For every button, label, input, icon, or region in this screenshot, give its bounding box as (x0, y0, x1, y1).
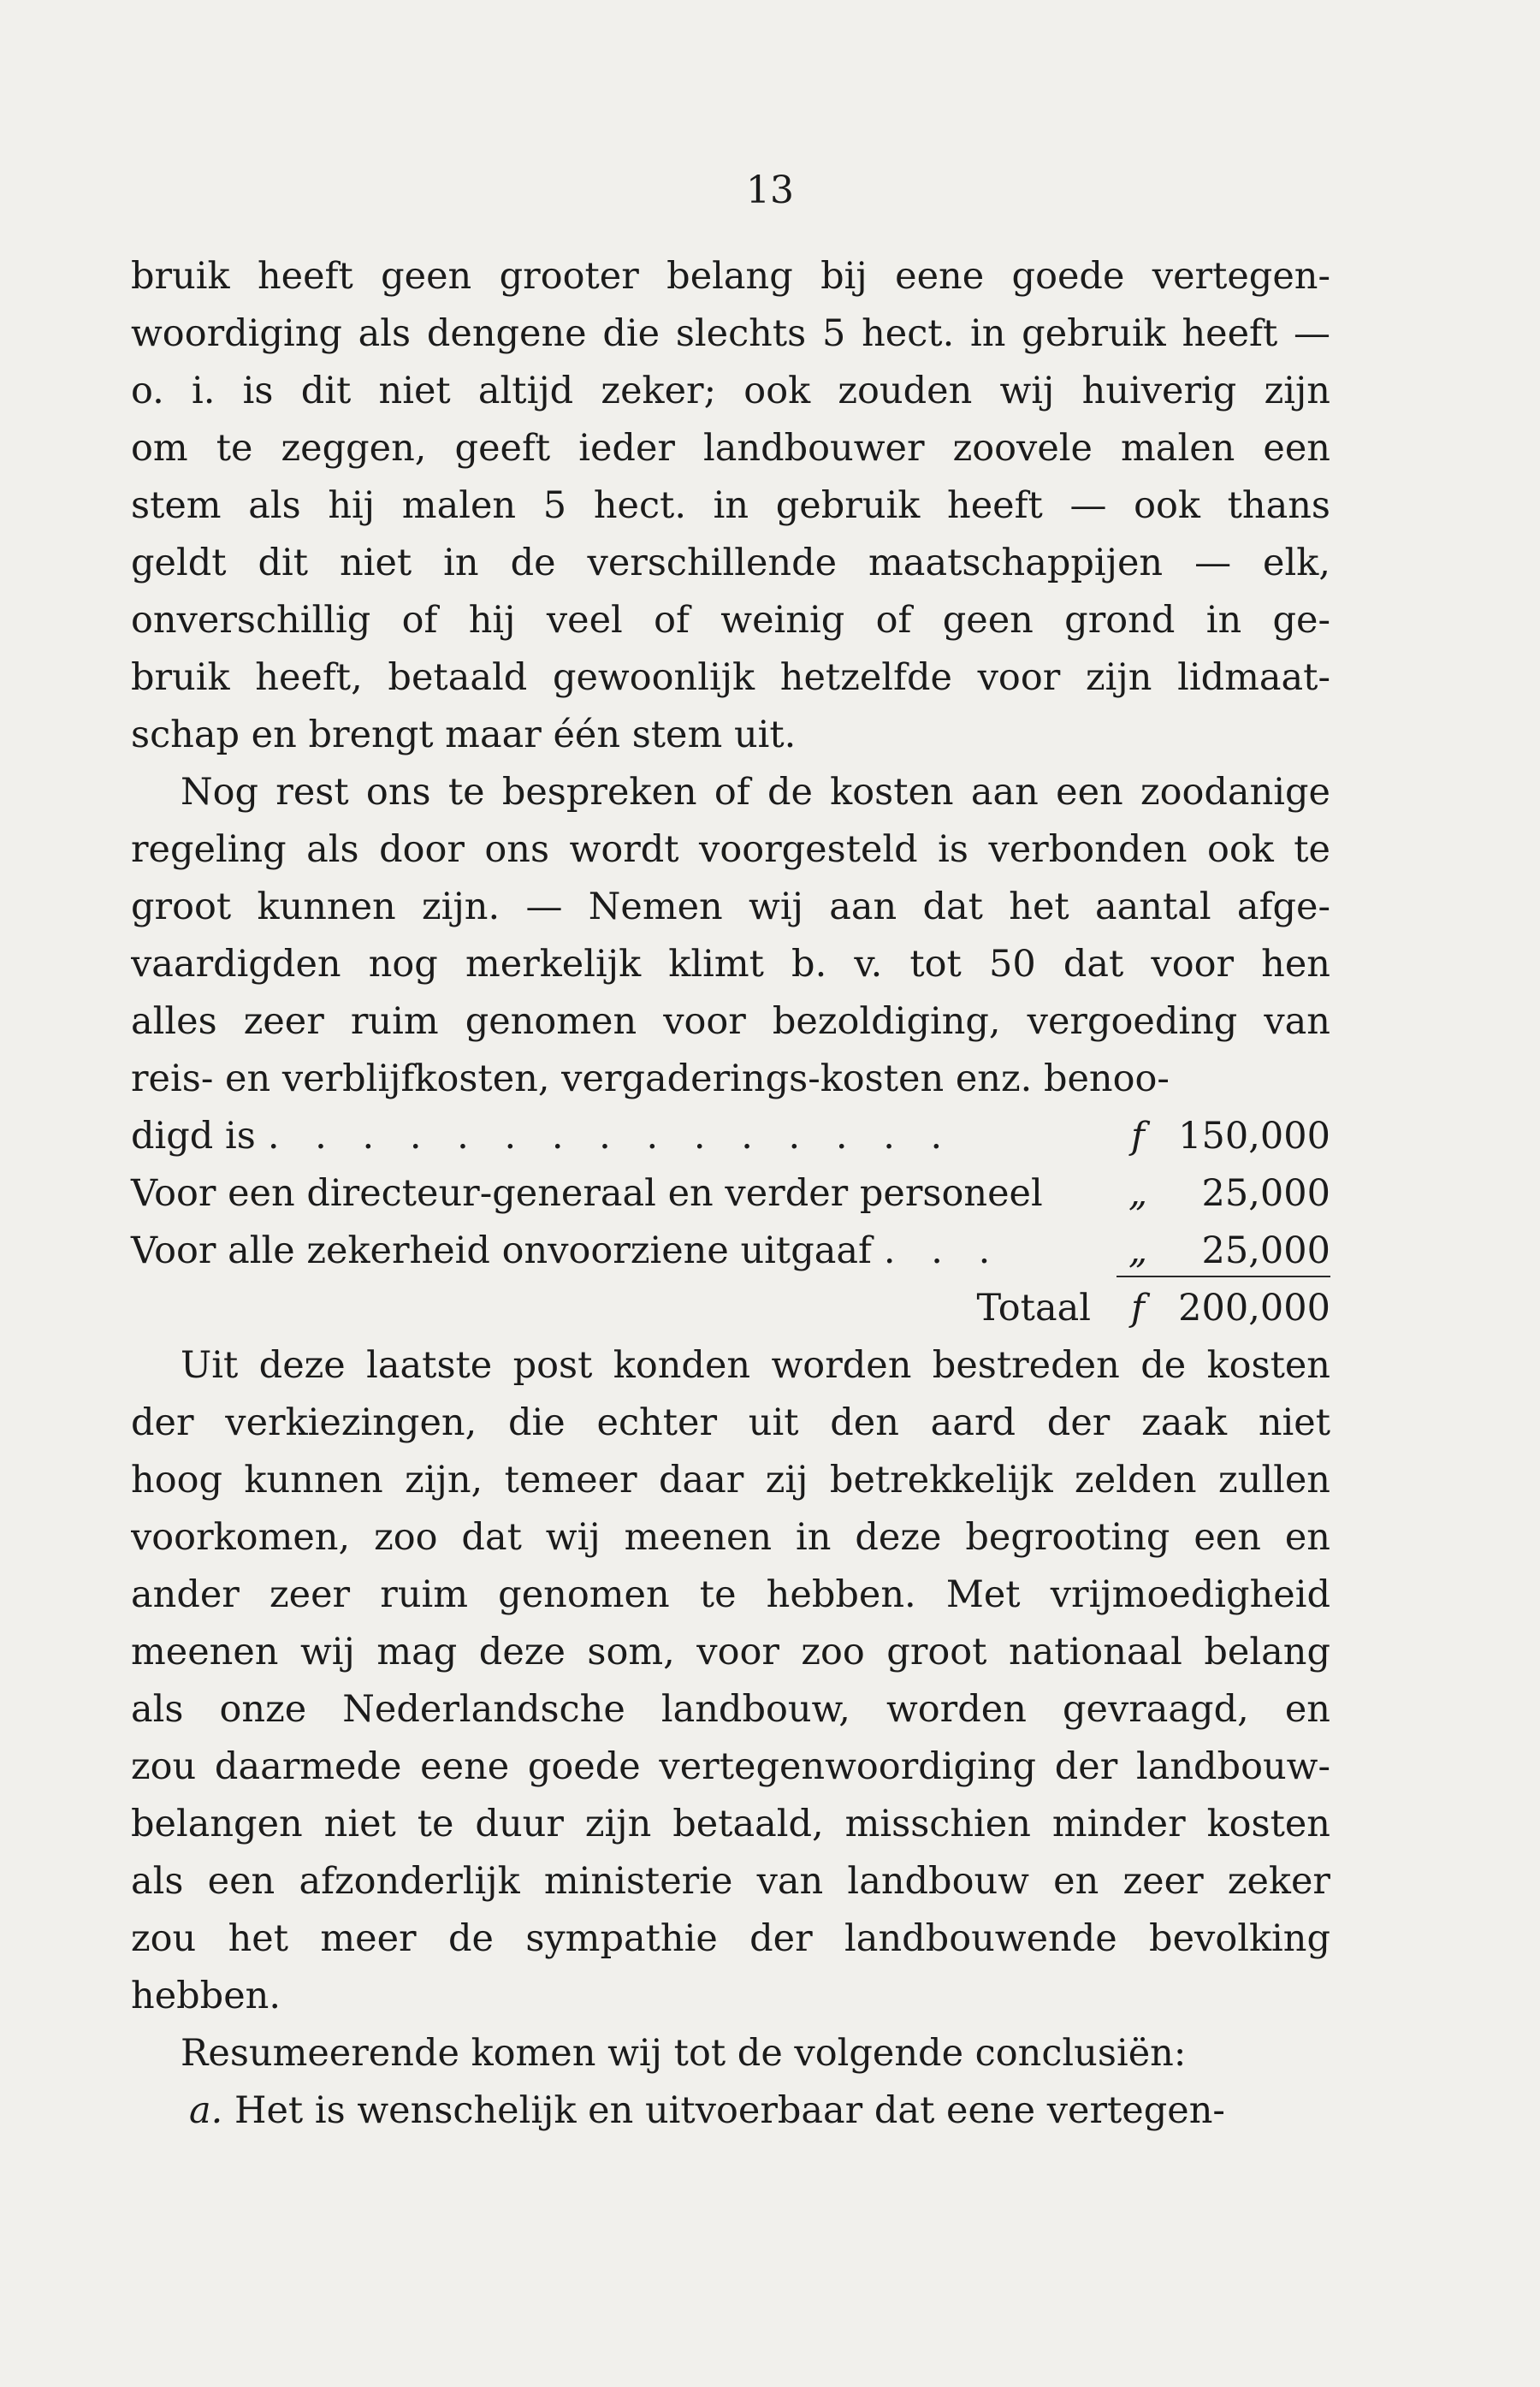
text-line: hebben. (131, 1975, 281, 2017)
text-line: als onze Nederlandsche landbouw, worden gevraagd, en (131, 1688, 1330, 1731)
text-line: reis- en verblijfkosten, vergaderings-kosten enz. benoo- (131, 1057, 1170, 1100)
text-line: belangen niet te duur zijn betaald, misschien minder kosten (131, 1803, 1330, 1845)
text-line: woordiging als dengene die slechts 5 hect. in gebruik heeft — (131, 312, 1330, 355)
budget-row (131, 1108, 1330, 1165)
text-line: stem als hij malen 5 hect. in gebruik heeft — ook thans (131, 484, 1330, 527)
text-line: Nog rest ons te bespreken of de kosten aan een zoodanige (181, 771, 1330, 814)
conclusion-item-marker: a. (189, 2089, 223, 2132)
conclusion-item-text: Het is wenschelijk en uitvoerbaar dat eene vertegen- (234, 2089, 1225, 2132)
text-line: geldt dit niet in de verschillende maatschappijen — elk, (131, 542, 1330, 584)
budget-row-amount: 150,000 (1178, 1115, 1330, 1158)
paragraph-elections (131, 1337, 1330, 2025)
page-number: 13 (746, 169, 794, 212)
paragraph-costs (131, 764, 1330, 1108)
text-line: alles zeer ruim genomen voor bezoldiging, vergoeding van (131, 1000, 1330, 1043)
text-line: als een afzonderlijk ministerie van landbouw en zeer zeker (131, 1860, 1330, 1903)
paragraph-conclusions-intro (131, 2025, 1330, 2082)
text-line: groot kunnen zijn. — Nemen wij aan dat het aantal afge- (131, 886, 1330, 928)
budget-row (131, 1165, 1330, 1223)
budget-row-leader: . . . . . . . . . . . . . . . (267, 1115, 955, 1158)
text-line: der verkiezingen, die echter uit den aard der zaak niet (131, 1401, 1330, 1444)
text-line: zou het meer de sympathie der landbouwende bevolking (131, 1917, 1330, 1960)
budget-row (131, 1223, 1330, 1280)
text-line: om te zeggen, geeft ieder landbouwer zoovele malen een (131, 427, 1330, 470)
budget-row-leader: . . . (883, 1229, 1003, 1272)
budget-total-row (131, 1280, 1330, 1337)
text-line: bruik heeft, betaald gewoonlijk hetzelfde voor zijn lidmaat- (131, 656, 1330, 699)
budget-table (131, 1108, 1330, 1337)
text-line: hoog kunnen zijn, temeer daar zij betrekkelijk zelden zullen (131, 1459, 1330, 1502)
budget-row-label: Voor alle zekerheid onvoorziene uitgaaf (131, 1229, 872, 1272)
text-line: o. i. is dit niet altijd zeker; ook zouden wij huiverig zijn (131, 370, 1330, 412)
text-line: schap en brengt maar één stem uit. (131, 714, 797, 756)
conclusion-item-a (131, 2082, 1330, 2140)
text-line: vaardigden nog merkelijk klimt b. v. tot 50 dat voor hen (131, 943, 1330, 986)
budget-row-currency: „ (1128, 1172, 1148, 1215)
text-line: voorkomen, zoo dat wij meenen in deze begrooting een en (131, 1516, 1330, 1559)
text-line: Resumeerende komen wij tot de volgende conclusiën: (181, 2032, 1187, 2075)
budget-total-label: Totaal (976, 1287, 1091, 1330)
text-line: meenen wij mag deze som, voor zoo groot nationaal belang (131, 1631, 1330, 1673)
text-line: bruik heeft geen grooter belang bij eene goede vertegen- (131, 255, 1330, 298)
budget-row-amount: 25,000 (1201, 1172, 1330, 1215)
text-line: onverschillig of hij veel of weinig of geen grond in ge- (131, 599, 1330, 642)
paragraph-continuation (131, 248, 1330, 764)
text-line: regeling als door ons wordt voorgesteld is verbonden ook te (131, 828, 1330, 871)
budget-row-amount: 25,000 (1159, 1226, 1330, 1277)
text-line: ander zeer ruim genomen te hebben. Met vrijmoedigheid (131, 1573, 1330, 1616)
budget-row-label: Voor een directeur-generaal en verder personeel (131, 1172, 1043, 1215)
budget-total-amount: 200,000 (1178, 1287, 1330, 1330)
budget-row-currency: f (1131, 1115, 1145, 1158)
budget-row-currency: „ (1116, 1226, 1159, 1277)
body-text (131, 248, 1330, 2140)
text-line: Uit deze laatste post konden worden bestreden de kosten (181, 1344, 1330, 1387)
budget-row-label: digd is (131, 1115, 256, 1158)
text-line: zou daarmede eene goede vertegenwoordiging der landbouw- (131, 1745, 1330, 1788)
budget-total-currency: f (1131, 1287, 1145, 1330)
